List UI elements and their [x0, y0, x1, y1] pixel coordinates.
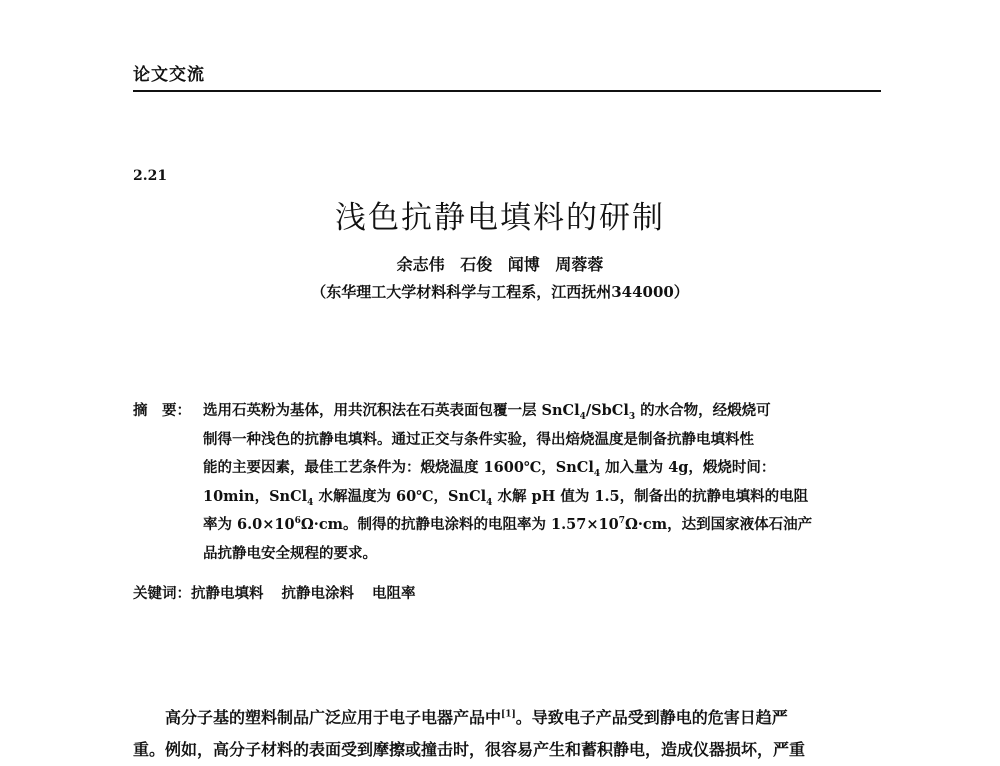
header-rule	[133, 90, 881, 92]
paper-number: 2.21	[133, 168, 168, 184]
body-text	[133, 702, 885, 766]
body-line: 重。例如，高分子材料的表面受到摩擦或撞击时，很容易产生和蓄积静电，造成仪器损坏，严重	[133, 740, 806, 759]
author-name: 余志伟	[396, 255, 445, 274]
section-header: 论文交流	[133, 65, 205, 85]
keyword: 抗静电涂料	[281, 585, 354, 602]
keywords-label: 关键词：	[133, 585, 191, 602]
abstract-line: 能的主要因素，最佳工艺条件为：煅烧温度 1600℃，SnCl$_4$ 加入量为 4g，煅烧时间：	[203, 459, 776, 479]
keywords	[133, 582, 434, 603]
abstract-line: 制得一种浅色的抗静电填料。通过正交与条件实验，得出焙烧温度是制备抗静电填料性	[203, 430, 754, 448]
abstract-line: 率为 $6.0\times 10^6\Omega\cdot cm$。制得的抗静电涂料的电阻率为 $1.57\times 10^7\Omega\cdot cm$，达到国家液体石油产	[203, 516, 813, 533]
keyword: 抗静电填料	[191, 585, 264, 602]
author-name: 闻博	[507, 255, 540, 274]
keyword: 电阻率	[372, 585, 416, 602]
abstract-body	[203, 397, 885, 568]
author-name: 周蓉蓉	[555, 255, 604, 274]
abstract-line: 10min，SnCl$_4$ 水解温度为 60℃，SnCl$_4$ 水解 pH 值为 1.5，制备出的抗静电填料的电阻	[203, 487, 809, 508]
citation-ref: [1]	[501, 709, 516, 720]
abstract	[133, 397, 885, 568]
paper-title: 浅色抗静电填料的研制	[335, 200, 665, 236]
abstract-line: 选用石英粉为基体，用共沉积法在石英表面包覆一层 SnCl$_4$/SbCl$_3$ 的水合物，经煅烧可	[203, 402, 771, 422]
affiliation: （东华理工大学材料科学与工程系，江西抚州344000）	[311, 283, 689, 301]
author-name: 石俊	[460, 255, 493, 274]
abstract-line: 品抗静电安全规程的要求。	[203, 544, 377, 562]
body-line: 高分子基的塑料制品广泛应用于电子电器产品中[1]。导致电子产品受到静电的危害日趋严	[165, 708, 788, 727]
author-list	[0, 252, 1000, 275]
abstract-label: 摘 要：	[133, 402, 191, 419]
